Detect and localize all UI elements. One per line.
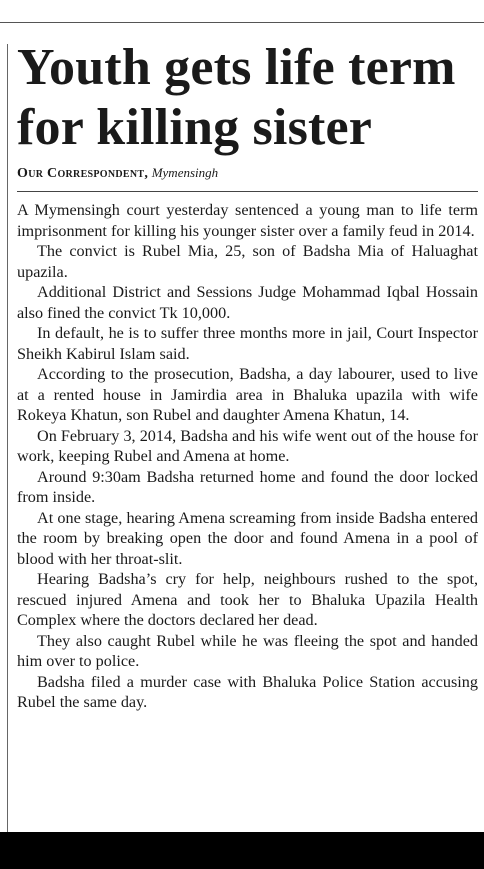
byline <box>17 164 478 183</box>
paragraph: A Mymensingh court yesterday sentenced a young man to life term imprisonment for killing his younger sister over a family feud in 2014. <box>17 201 478 240</box>
paragraph: Hearing Badsha’s cry for help, neighbours rushed to the spot, rescued injured Amena and took her to Bhaluka Upazila Health Complex where the doctors declared her dead. <box>17 570 478 629</box>
paragraph: On February 3, 2014, Badsha and his wife went out of the house for work, keeping Rubel and Amena at home. <box>17 426 478 465</box>
paragraph: The convict is Rubel Mia, 25, son of Badsha Mia of Haluaghat upazila. <box>17 242 478 281</box>
bottom-black-bar <box>0 832 484 869</box>
paragraph: Around 9:30am Badsha returned home and found the door locked from inside. <box>17 467 478 506</box>
byline-rule <box>17 191 478 192</box>
paragraph: At one stage, hearing Amena screaming from inside Badsha entered the room by breaking open the door and found Amena in a pool of blood with her throat-slit. <box>17 508 478 568</box>
paragraph: According to the prosecution, Badsha, a day labourer, used to live at a rented house in Jamirdia area in Bhaluka upazila with wife Rokeya Khatun, son Rubel and daughter Amena Khatun, 14. <box>17 365 478 424</box>
paragraph: In default, he is to suffer three months more in jail, Court Inspector Sheikh Kabirul Islam said. <box>17 324 478 363</box>
paragraph: Badsha filed a murder case with Bhaluka Police Station accusing Rubel the same day. <box>17 672 478 711</box>
paragraph: They also caught Rubel while he was fleeing the spot and handed him over to police. <box>17 631 478 670</box>
byline-author: Our Correspondent, <box>17 166 149 181</box>
top-rule <box>0 22 484 23</box>
byline-place: Mymensingh <box>151 165 219 180</box>
article-body <box>17 200 478 713</box>
news-article <box>17 38 478 713</box>
column-rule <box>7 44 8 832</box>
headline: Youth gets life term for killing sister <box>17 39 456 156</box>
paragraph: Additional District and Sessions Judge Mohammad Iqbal Hossain also fined the convict Tk 10,000. <box>17 283 478 322</box>
